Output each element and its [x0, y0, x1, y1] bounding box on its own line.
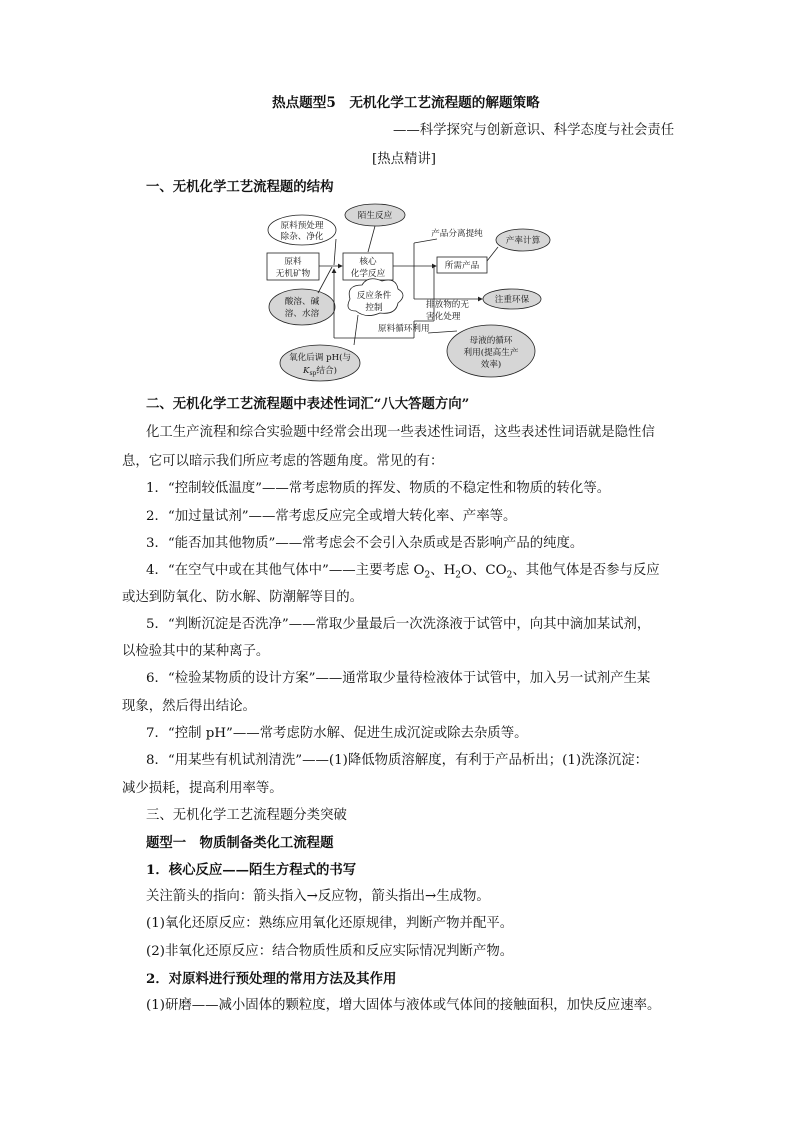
section-tag: [热点精讲]: [372, 152, 437, 167]
product-box: [437, 257, 487, 273]
intro-line-1: 化工生产流程和综合实验题中经常会出现一些表述性词语，这些表述性词语就是隐性信: [146, 425, 655, 440]
conditions-label-line2: 控制: [365, 303, 383, 313]
environment-label: 注重环保: [494, 295, 530, 305]
core-reaction-label-line2: 化学反应: [350, 269, 386, 279]
reaction-conditions-cloud: [348, 279, 403, 316]
pretreatment-label-line2: 除杂、净化: [280, 232, 324, 242]
pretreatment-label-line1: 原料预处理: [280, 221, 324, 231]
arrow-direction-note: 关注箭头的指向：箭头指入→反应物，箭头指出→生成物。: [146, 889, 490, 904]
page-subtitle: ——科学探究与创新意识、科学态度与社会责任: [393, 123, 675, 138]
pretreatment-ellipse: [268, 215, 336, 245]
recycle-label: [378, 322, 430, 334]
item-8-line-2: 减少损耗，提高利用率等。: [122, 781, 283, 796]
item-4-text-a: 4．“在空气中或在其他气体中”——主要考虑 O: [146, 563, 425, 578]
non-redox-item: (2)非氧化还原反应：结合物质性质和反应实际情况判断产物。: [146, 944, 514, 959]
ph-label-sub: sp: [309, 370, 317, 377]
item-5-line-2: 以检验其中的某种离子。: [122, 644, 270, 659]
ph-label-k: K: [303, 366, 310, 376]
svg-text:Ksp结合): [302, 364, 337, 377]
item-1: 1．“控制较低温度”——常考虑物质的挥发、物质的不稳定性和物质的转化等。: [146, 481, 611, 496]
dissolution-ellipse: [269, 289, 335, 325]
subsection-1-heading: 1．核心反应——陌生方程式的书写: [146, 862, 357, 878]
mother-liquor-ellipse: [447, 325, 535, 377]
item-2: 2．“加过量试剂”——常考虑反应完全或增大转化率、产率等。: [146, 509, 517, 524]
item-4-text-b: 、H: [430, 563, 456, 578]
yield-calc-ellipse: [496, 229, 550, 251]
strange-reaction-ellipse: [345, 204, 405, 226]
core-reaction-label-line1: 核心: [359, 257, 377, 267]
raw-material-box: [267, 253, 319, 280]
ph-label-line1: 氧化后调 pH(与: [288, 353, 352, 363]
item-4-line-1: [146, 561, 660, 586]
mother-label-line1: 母液的循环: [469, 336, 513, 346]
recycle-label-text: 原料循环利用: [378, 324, 430, 334]
core-reaction-box: [343, 253, 393, 280]
item-7: 7．“控制 pH”——常考虑防水解、促进生成沉淀或除去杂质等。: [146, 726, 528, 741]
ph-adjust-ellipse: [280, 345, 360, 381]
grinding-item: (1)研磨——减小固体的颗粒度，增大固体与液体或气体间的接触面积，加快反应速率。: [146, 998, 661, 1013]
item-4-sub-3: 2: [506, 570, 513, 581]
separation-label: [431, 227, 483, 239]
item-4-sub-1: 2: [424, 570, 431, 581]
ph-label-tail: 结合): [316, 366, 337, 376]
item-4-line-2: 或达到防氧化、防水解、防潮解等目的。: [122, 590, 364, 605]
emission-label-line1: 排放物的无: [426, 300, 469, 310]
item-6-line-2: 现象，然后得出结论。: [122, 699, 256, 714]
section-3-heading: 三、无机化学工艺流程题分类突破: [146, 808, 347, 823]
item-4-text-c: O、CO: [461, 563, 507, 578]
type-1-heading: 题型一 物质制备类化工流程题: [146, 835, 334, 851]
section-2-heading: 二、无机化学工艺流程题中表述性词汇“八大答题方向”: [146, 396, 470, 412]
intro-line-2: 息，它可以暗示我们所应考虑的答题角度。常见的有：: [122, 454, 444, 469]
separation-label-text: 产品分离提纯: [431, 229, 483, 239]
product-label: 所需产品: [444, 261, 480, 271]
item-4-sub-2: 2: [455, 570, 462, 581]
strange-reaction-label: 陌生反应: [357, 211, 393, 221]
flow-structure-diagram: [262, 203, 556, 384]
item-6-line-1: 6．“检验某物质的设计方案”——通常取少量待检液体于试管中，加入另一试剂产生某: [146, 671, 651, 686]
dissolution-label-line2: 溶、水溶: [284, 309, 320, 319]
item-8-line-1: 8．“用某些有机试剂清洗”——(1)降低物质溶解度，有利于产品析出；(1)洗涤沉淀：: [146, 753, 649, 768]
subsection-2-heading: 2．对原料进行预处理的常用方法及其作用: [146, 971, 397, 987]
raw-material-label-line1: 原料: [284, 257, 302, 267]
emission-label-line2: 害化处理: [426, 312, 461, 322]
item-5-line-1: 5．“判断沉淀是否洗净”——常取少量最后一次洗涤液于试管中，向其中滴加某试剂，: [146, 617, 651, 632]
dissolution-label-line1: 酸溶、碱: [284, 297, 320, 307]
raw-material-label-line2: 无机矿物: [275, 269, 311, 279]
mother-label-line2: 利用(提高生产: [463, 348, 519, 358]
emission-label: [426, 298, 469, 322]
mother-label-line3: 效率): [480, 360, 502, 370]
item-4-text-d: 、其他气体是否参与反应: [512, 563, 660, 578]
item-3: 3．“能否加其他物质”——常考虑会不会引入杂质或是否影响产品的纯度。: [146, 536, 584, 551]
redox-item: (1)氧化还原反应：熟练应用氧化还原规律，判断产物并配平。: [146, 916, 514, 931]
environment-ellipse: [483, 289, 541, 309]
conditions-label-line1: 反应条件: [356, 291, 392, 301]
page-title: 热点题型5 无机化学工艺流程题的解题策略: [272, 95, 540, 111]
section-1-heading: 一、无机化学工艺流程题的结构: [146, 179, 334, 195]
yield-calc-label: 产率计算: [505, 236, 541, 246]
